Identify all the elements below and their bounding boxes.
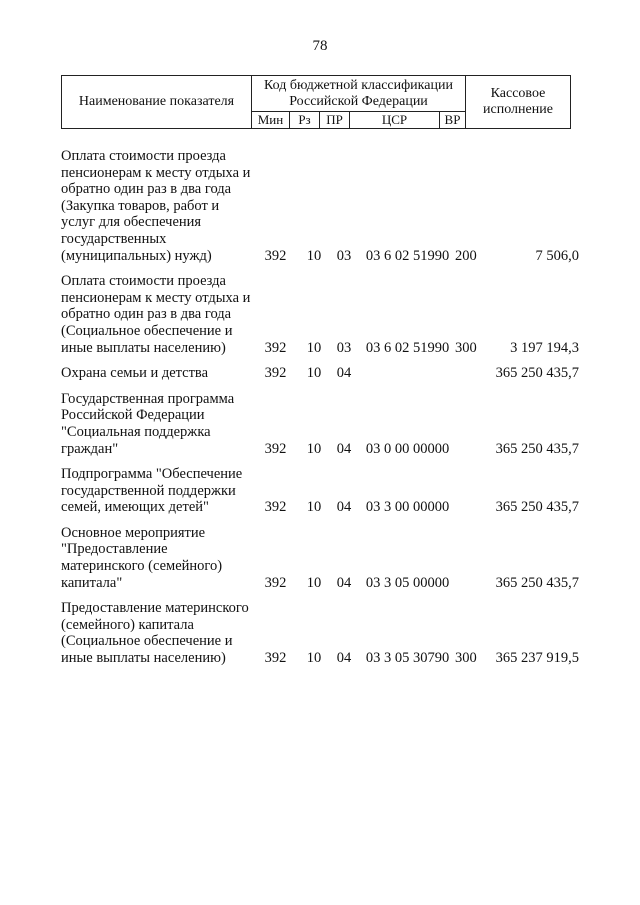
row-rz: 10 (306, 365, 322, 382)
table-body (61, 148, 581, 676)
row-amount: 7 506,0 (535, 247, 579, 264)
header-vr-column: ВР (440, 112, 466, 129)
row-pr: 03 (336, 339, 352, 356)
row-name: Подпрограмма "Обеспечение государственной поддержки семей, имеющих детей" (61, 466, 243, 516)
header-pr-column: ПР (320, 112, 350, 129)
row-rz: 10 (306, 499, 322, 516)
row-amount: 365 237 919,5 (495, 650, 579, 667)
table-row (61, 525, 581, 591)
row-amount: 365 250 435,7 (495, 440, 579, 457)
row-min: 392 (264, 339, 287, 356)
row-csr: 03 3 05 30790 (365, 650, 450, 667)
row-min: 392 (264, 440, 287, 457)
table-row (61, 600, 581, 666)
table-row (61, 365, 581, 382)
row-rz: 10 (306, 247, 322, 264)
row-pr: 04 (336, 650, 352, 667)
row-amount: 3 197 194,3 (510, 339, 579, 356)
row-min: 392 (264, 574, 287, 591)
row-name: Охрана семьи и детства (61, 365, 209, 382)
row-amount: 365 250 435,7 (495, 574, 579, 591)
table-row (61, 148, 581, 264)
table-row (61, 273, 581, 356)
row-pr: 04 (336, 499, 352, 516)
row-csr: 03 3 00 00000 (365, 499, 450, 516)
header-name-column: Наименование показателя (62, 76, 252, 129)
row-min: 392 (264, 365, 287, 382)
header-amount-column: Кассовое исполнение (466, 76, 571, 129)
table-header (61, 75, 571, 129)
table-row (61, 391, 581, 457)
row-csr: 03 6 02 51990 (365, 339, 450, 356)
row-pr: 04 (336, 574, 352, 591)
row-name: Предоставление материнского (семейного) капитала (Социальное обеспечение и иные выплаты населению) (61, 600, 249, 667)
table-row (61, 466, 581, 516)
row-name: Государственная программа Российской Федерации "Социальная поддержка граждан" (61, 390, 235, 457)
row-pr: 03 (336, 247, 352, 264)
row-vr: 300 (455, 650, 477, 667)
row-name: Оплата стоимости проезда пенсионерам к месту отдыха и обратно один раз в два года (Социальное обеспечение и иные выплаты населению) (61, 273, 251, 356)
row-amount: 365 250 435,7 (495, 499, 579, 516)
header-rz-column: Рз (290, 112, 320, 129)
row-rz: 10 (306, 650, 322, 667)
row-vr: 300 (455, 339, 477, 356)
header-budget-code-title: Код бюджетной классификации Российской Федерации (252, 76, 466, 112)
row-csr: 03 0 00 00000 (365, 440, 450, 457)
row-vr: 200 (455, 247, 477, 264)
row-min: 392 (264, 247, 287, 264)
header-csr-column: ЦСР (350, 112, 440, 129)
row-amount: 365 250 435,7 (495, 365, 579, 382)
row-csr: 03 3 05 00000 (365, 574, 450, 591)
row-rz: 10 (306, 440, 322, 457)
row-rz: 10 (306, 339, 322, 356)
row-name: Основное мероприятие "Предоставление материнского (семейного) капитала" (61, 524, 223, 591)
row-pr: 04 (336, 440, 352, 457)
row-csr: 03 6 02 51990 (365, 247, 450, 264)
row-min: 392 (264, 650, 287, 667)
row-rz: 10 (306, 574, 322, 591)
row-min: 392 (264, 499, 287, 516)
row-name: Оплата стоимости проезда пенсионерам к месту отдыха и обратно один раз в два года (Закупка товаров, работ и услуг для обеспечения государственных (муниципальных) нужд) (61, 148, 251, 264)
page-number: 78 (312, 38, 328, 54)
header-min-column: Мин (252, 112, 290, 129)
row-pr: 04 (336, 365, 352, 382)
